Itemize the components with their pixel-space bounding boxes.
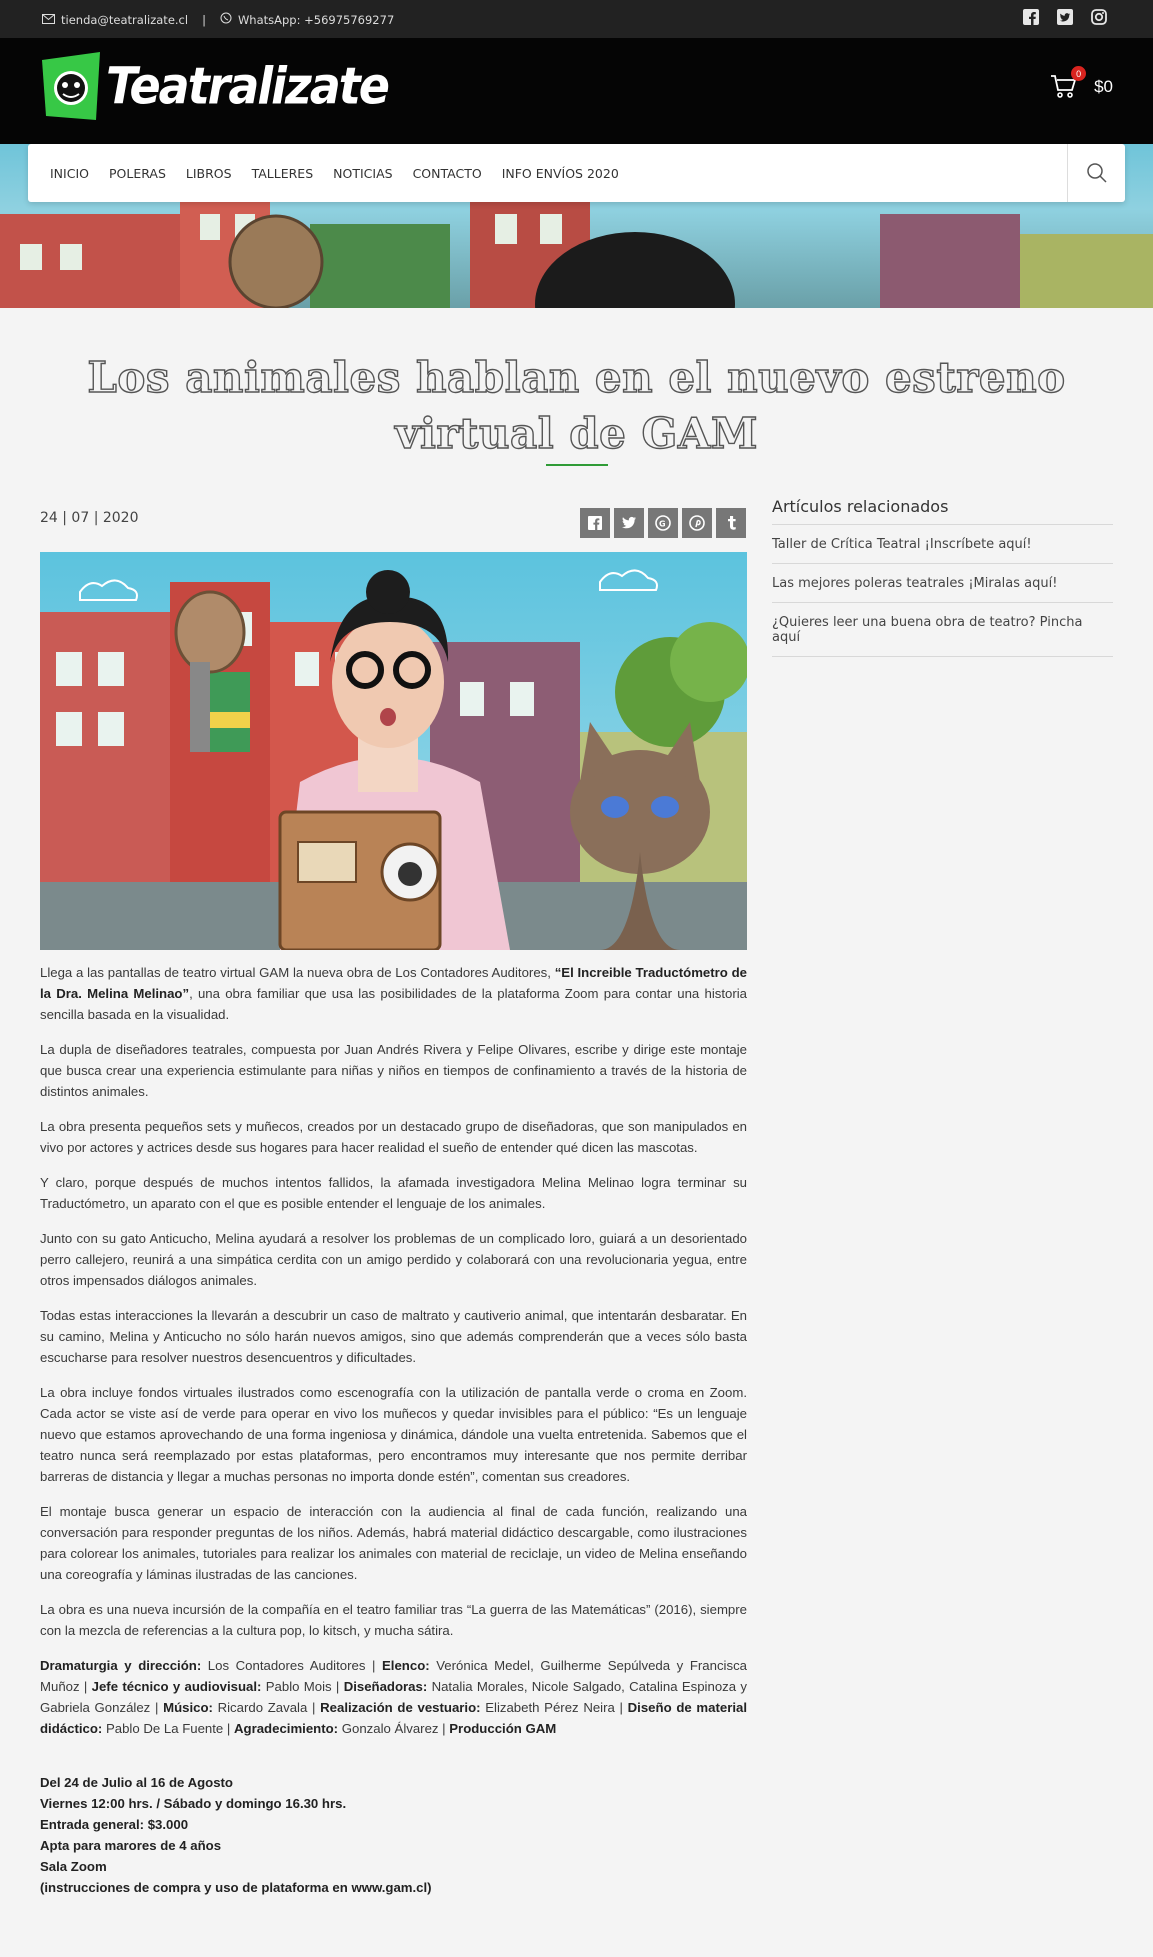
- instagram-icon[interactable]: [1091, 9, 1107, 25]
- nav-item-talleres[interactable]: TALLERES: [251, 165, 314, 181]
- main-nav: [28, 144, 1125, 202]
- cart[interactable]: [1050, 68, 1113, 100]
- related-article-link[interactable]: Las mejores poleras teatrales ¡Miralas aquí!: [772, 564, 1113, 603]
- schedule-instructions: (instrucciones de compra y uso de plataforma en www.gam.cl): [40, 1880, 432, 1895]
- related-article-link[interactable]: Taller de Crítica Teatral ¡Inscríbete aquí!: [772, 525, 1113, 564]
- cart-icon[interactable]: [1050, 68, 1082, 100]
- site-logo[interactable]: [40, 50, 388, 122]
- nav-item-info-envios[interactable]: INFO ENVÍOS 2020: [501, 165, 619, 181]
- envelope-icon: [42, 13, 55, 27]
- paragraph: El montaje busca generar un espacio de interacción con la audiencia al final de cada función, realizando una conversación para responder preguntas de los niños. Además, habrá material didáctico descargable, como ilustraciones para colorear los animales, tutoriales para realizar los animales con material de reciclaje, un video de Melina enseñando una coreografía y láminas ilustradas de las canciones.: [40, 1504, 747, 1582]
- email-link[interactable]: tienda@teatralizate.cl: [61, 12, 189, 27]
- social-links: [1023, 9, 1107, 25]
- article-date: 24 | 07 | 2020: [40, 510, 139, 526]
- article-body: [40, 962, 747, 1753]
- schedule-times: Viernes 12:00 hrs. / Sábado y domingo 16.30 hrs.: [40, 1796, 347, 1811]
- paragraph: Y claro, porque después de muchos intentos fallidos, la afamada investigadora Melina Melinao logra terminar su Traductómetro, un aparato con el que es posible entender el lenguaje de los animales.: [40, 1175, 747, 1211]
- site-header: [0, 38, 1153, 144]
- related-articles-title: Artículos relacionados: [772, 497, 1113, 525]
- share-buttons: [580, 508, 746, 538]
- paragraph: La obra presenta pequeños sets y muñecos, creados por un destacado grupo de diseñadoras, que son manipulados en vivo por actores y actrices desde sus hogares para hacer realidad el sueño de entender qué dicen las mascotas.: [40, 1119, 747, 1155]
- paragraph: La obra es una nueva incursión de la compañía en el teatro familiar tras “La guerra de las Matemáticas” (2016), siempre con la mezcla de referencias a la cultura pop, lo kitsch, y mucha sátira.: [40, 1602, 747, 1638]
- event-schedule: [40, 1772, 747, 1898]
- contact-separator: |: [202, 12, 206, 27]
- facebook-icon[interactable]: [1023, 9, 1039, 25]
- related-articles: [772, 497, 1113, 657]
- whatsapp-link[interactable]: WhatsApp: +56975769277: [237, 12, 395, 27]
- paragraph: La obra incluye fondos virtuales ilustrados como escenografía con la utilización de pantalla verde o croma en Zoom. Cada actor se viste así de verde para operar en vivo los muñecos y quedar invisibles para el público: “Es un lenguaje nuevo que estamos aprovechando de una forma ingeniosa y dinámica, dándole una vuelta entretenida. Sabemos que el teatro nunca será reemplazado por estas plataformas, pero encontramos muy interesante que nos permite derribar barreras de distancia y llegar a muchas personas no importa donde estén”, comentan sus creadores.: [40, 1385, 747, 1484]
- nav-item-poleras[interactable]: POLERAS: [108, 165, 166, 181]
- search-button[interactable]: [1067, 144, 1125, 202]
- logo-text: Teatralizate: [106, 56, 388, 116]
- nav-item-inicio[interactable]: INICIO: [50, 165, 89, 181]
- cart-total: $0: [1094, 77, 1113, 96]
- article-title: Los animales hablan en el nuevo estreno virtual de GAM: [87, 353, 1066, 458]
- whatsapp-icon: [220, 12, 232, 27]
- paragraph: Junto con su gato Anticucho, Melina ayudará a resolver los problemas de un complicado loro, guiará a un desorientado perro callejero, reunirá a una simpática cerdita con un amigo perdido y colaborará con una revolucionaria yegua, entre otros impensados diálogos animales.: [40, 1231, 747, 1288]
- contact-info: [42, 12, 394, 27]
- twitter-icon[interactable]: [614, 508, 644, 538]
- search-icon: [1086, 162, 1108, 184]
- paragraph: La dupla de diseñadores teatrales, compuesta por Juan Andrés Rivera y Felipe Olivares, escribe y dirige este montaje que busca crear una experiencia estimulante para niñas y niños en tiempos de confinamiento a través de la historia de distintos animales.: [40, 1042, 747, 1099]
- schedule-age: Apta para marores de 4 años: [40, 1838, 222, 1853]
- google-plus-icon[interactable]: [648, 508, 678, 538]
- nav-menu: [28, 166, 629, 181]
- nav-item-contacto[interactable]: CONTACTO: [412, 165, 482, 181]
- top-bar: [0, 0, 1153, 38]
- svg-text:G: G: [659, 519, 666, 529]
- schedule-venue: Sala Zoom: [40, 1859, 107, 1874]
- nav-item-noticias[interactable]: NOTICIAS: [333, 165, 393, 181]
- schedule-dates: Del 24 de Julio al 16 de Agosto: [40, 1775, 233, 1790]
- nav-item-libros[interactable]: LIBROS: [185, 165, 232, 181]
- tumblr-icon[interactable]: [716, 508, 746, 538]
- title-underline: [546, 464, 608, 466]
- logo-mask-icon: [40, 50, 102, 122]
- related-article-link[interactable]: ¿Quieres leer una buena obra de teatro? Pincha aquí: [772, 603, 1113, 657]
- pinterest-icon[interactable]: [682, 508, 712, 538]
- schedule-price: Entrada general: $3.000: [40, 1817, 189, 1832]
- twitter-icon[interactable]: [1057, 9, 1073, 25]
- paragraph: Llega a las pantallas de teatro virtual GAM la nueva obra de Los Contadores Auditores, “El Increible Traductómetro de la Dra. Melina Melinao”, una obra familiar que usa las posibilidades de la plataforma Zoom para contar una historia sencilla basada en la visualidad.: [40, 965, 747, 1022]
- cart-count-badge: 0: [1071, 66, 1086, 81]
- paragraph: Todas estas interacciones la llevarán a descubrir un caso de maltrato y cautiverio animal, que intentarán desbaratar. En su camino, Melina y Anticucho no sólo harán nuevos amigos, sino que además comprenderán que a veces sólo basta escucharse para resolver nuestros desencuentros y dificultades.: [40, 1308, 747, 1365]
- credits: Dramaturgia y dirección: Los Contadores Auditores | Elenco: Verónica Medel, Guilherme Sepúlveda y Francisca Muñoz | Jefe técnico y audiovisual: Pablo Mois | Diseñadoras: Natalia Morales, Nicole Salgado, Catalina Espinoza y Gabriela González | Músico: Ricardo Zavala | Realización de vestuario: Elizabeth Pérez Neira | Diseño de material didáctico: Pablo De La Fuente | Agradecimiento: Gonzalo Álvarez | Producción GAM: [40, 1658, 747, 1736]
- article-image: [40, 552, 747, 950]
- facebook-icon[interactable]: [580, 508, 610, 538]
